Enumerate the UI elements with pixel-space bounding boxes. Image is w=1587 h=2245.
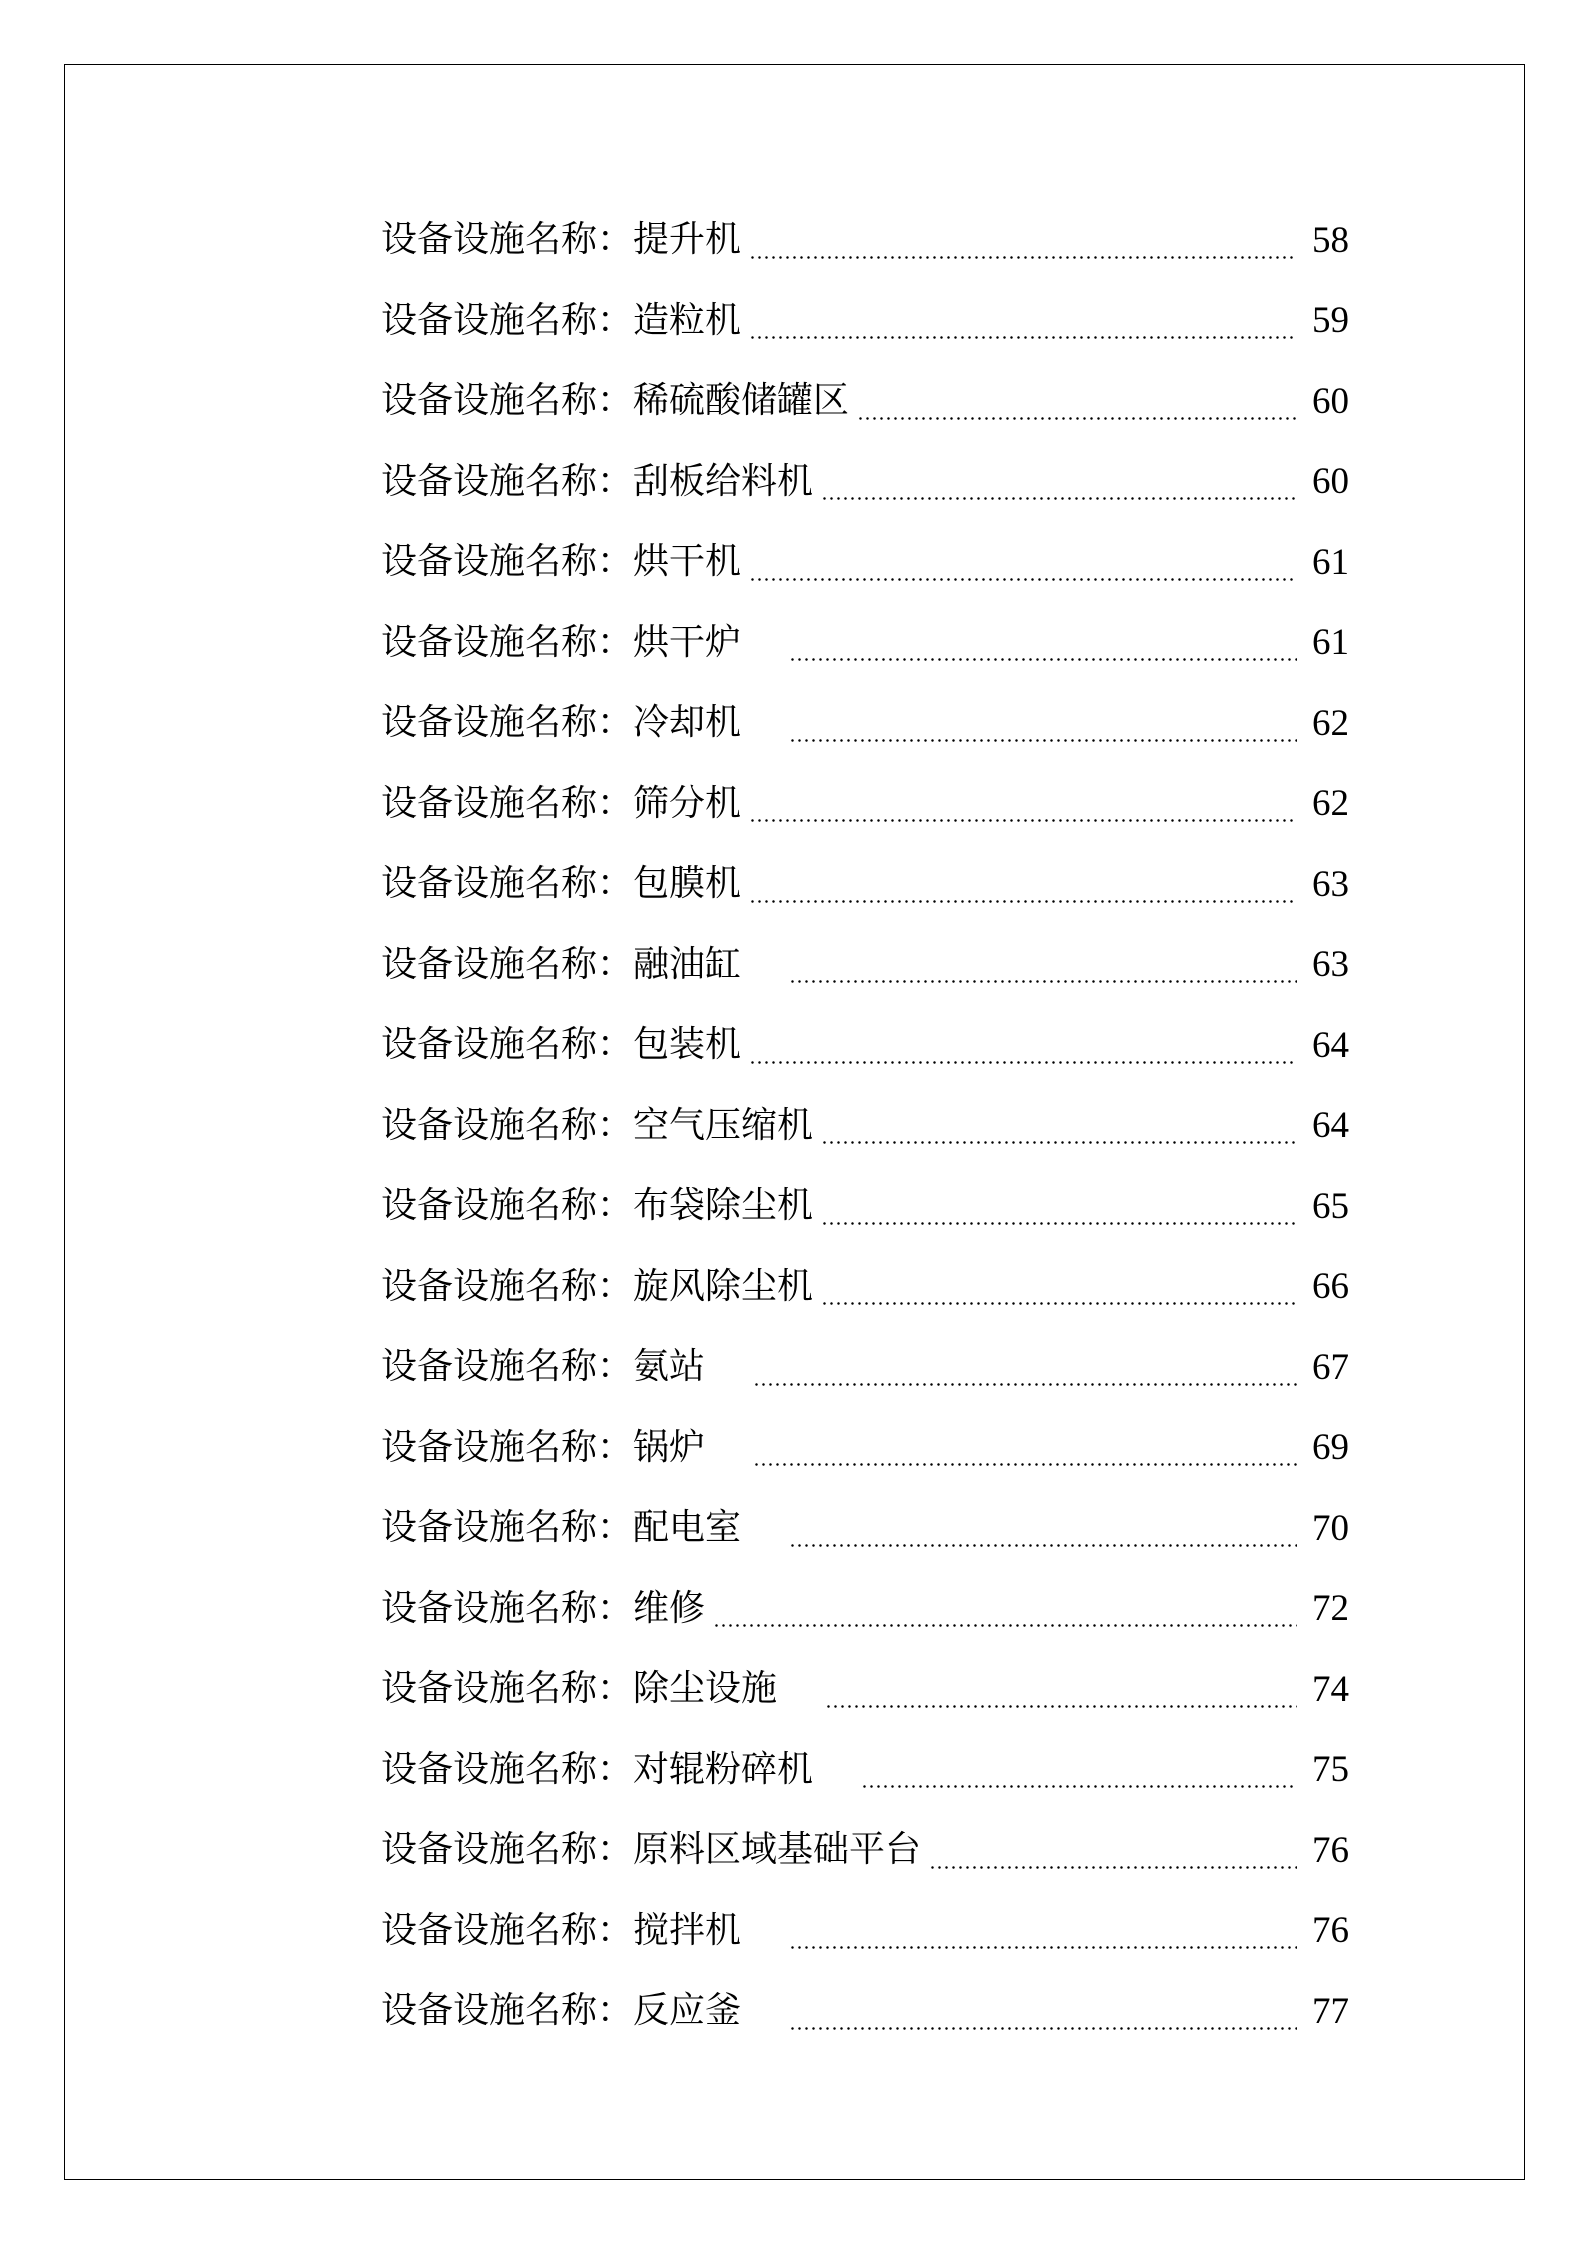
toc-entry-title: 稀硫酸储罐区 <box>633 380 850 422</box>
toc-dot-leader <box>789 980 1297 983</box>
toc-dot-leader <box>749 1061 1297 1064</box>
toc-entry-page-number: 67 <box>1312 1346 1349 1388</box>
toc-dot-leader <box>713 1624 1297 1627</box>
toc-entry-title: 包膜机 <box>633 863 742 905</box>
toc-entry-title: 刮板给料机 <box>633 460 814 502</box>
toc-entry-title: 造粒机 <box>633 299 742 341</box>
toc-entry-page-number: 70 <box>1312 1507 1349 1549</box>
toc-dot-leader <box>821 1302 1297 1305</box>
toc-entry-prefix: 设备设施名称： <box>381 621 634 663</box>
toc-dot-leader <box>821 1141 1297 1144</box>
toc-entry-page-number: 66 <box>1312 1266 1349 1308</box>
toc-dot-leader <box>789 739 1297 742</box>
toc-entry[interactable] <box>381 1327 1349 1408</box>
toc-entry[interactable] <box>381 1569 1349 1650</box>
toc-entry[interactable] <box>381 925 1349 1006</box>
toc-entry-title: 空气压缩机 <box>633 1104 814 1146</box>
toc-entry-prefix: 设备设施名称： <box>381 1346 634 1388</box>
toc-entry[interactable] <box>381 442 1349 523</box>
toc-entry[interactable] <box>381 200 1349 281</box>
toc-entry[interactable] <box>381 1488 1349 1569</box>
toc-entry-prefix: 设备设施名称： <box>381 299 634 341</box>
toc-entry[interactable] <box>381 1005 1349 1086</box>
toc-entry-page-number: 74 <box>1312 1668 1349 1710</box>
toc-entry-prefix: 设备设施名称： <box>381 1024 634 1066</box>
toc-entry-page-number: 61 <box>1312 622 1349 664</box>
toc-entry[interactable] <box>381 764 1349 845</box>
toc-entry-title: 原料区域基础平台 <box>633 1829 922 1871</box>
toc-entry-title: 布袋除尘机 <box>633 1185 814 1227</box>
toc-dot-leader <box>749 819 1297 822</box>
toc-entry-prefix: 设备设施名称： <box>381 1829 634 1871</box>
toc-entry-prefix: 设备设施名称： <box>381 943 634 985</box>
toc-entry-prefix: 设备设施名称： <box>381 1507 634 1549</box>
toc-entry-prefix: 设备设施名称： <box>381 1909 634 1951</box>
toc-entry-page-number: 61 <box>1312 541 1349 583</box>
toc-entry[interactable] <box>381 522 1349 603</box>
toc-entry-title: 除尘设施 <box>633 1668 778 1710</box>
toc-entry[interactable] <box>381 1166 1349 1247</box>
toc-entry-title: 冷却机 <box>633 702 742 744</box>
toc-entry-page-number: 63 <box>1312 863 1349 905</box>
toc-dot-leader <box>749 900 1297 903</box>
toc-dot-leader <box>749 336 1297 339</box>
toc-entry-page-number: 75 <box>1312 1749 1349 1791</box>
toc-dot-leader <box>789 1544 1297 1547</box>
toc-entry-title: 融油缸 <box>633 943 742 985</box>
toc-dot-leader <box>929 1866 1297 1869</box>
toc-entry[interactable] <box>381 844 1349 925</box>
toc-entry-prefix: 设备设施名称： <box>381 1990 634 2032</box>
toc-entry-page-number: 72 <box>1312 1588 1349 1630</box>
toc-dot-leader <box>821 1222 1297 1225</box>
toc-entry-page-number: 69 <box>1312 1427 1349 1469</box>
toc-entry-page-number: 63 <box>1312 944 1349 986</box>
toc-entry-page-number: 76 <box>1312 1910 1349 1952</box>
toc-entry[interactable] <box>381 1810 1349 1891</box>
toc-entry-title: 提升机 <box>633 219 742 261</box>
toc-entry-title: 维修 <box>633 1587 706 1629</box>
toc-entry-page-number: 59 <box>1312 300 1349 342</box>
toc-dot-leader <box>857 417 1297 420</box>
toc-entry-page-number: 77 <box>1312 1990 1349 2032</box>
toc-entry-page-number: 60 <box>1312 461 1349 503</box>
toc-entry-title: 烘干机 <box>633 541 742 583</box>
toc-entry-page-number: 64 <box>1312 1105 1349 1147</box>
toc-entry-prefix: 设备设施名称： <box>381 541 634 583</box>
toc-entry[interactable] <box>381 603 1349 684</box>
toc-dot-leader <box>749 578 1297 581</box>
toc-dot-leader <box>825 1705 1297 1708</box>
toc-dot-leader <box>861 1785 1297 1788</box>
toc-entry-title: 筛分机 <box>633 782 742 824</box>
toc-entry[interactable] <box>381 1891 1349 1972</box>
toc-entry-prefix: 设备设施名称： <box>381 782 634 824</box>
toc-entry-page-number: 62 <box>1312 783 1349 825</box>
toc-dot-leader <box>821 497 1297 500</box>
toc-dot-leader <box>789 658 1297 661</box>
toc-entry-title: 对辊粉碎机 <box>633 1748 814 1790</box>
toc-entry-prefix: 设备设施名称： <box>381 219 634 261</box>
toc-entry-page-number: 62 <box>1312 702 1349 744</box>
toc-entry-page-number: 65 <box>1312 1185 1349 1227</box>
toc-entry-prefix: 设备设施名称： <box>381 1668 634 1710</box>
toc-entry-prefix: 设备设施名称： <box>381 1185 634 1227</box>
toc-entry[interactable] <box>381 683 1349 764</box>
toc-dot-leader <box>749 256 1297 259</box>
toc-entry[interactable] <box>381 1730 1349 1811</box>
toc-entry-title: 包装机 <box>633 1024 742 1066</box>
toc-entry-title: 反应釜 <box>633 1990 742 2032</box>
toc-entry-prefix: 设备设施名称： <box>381 1748 634 1790</box>
toc-entry-prefix: 设备设施名称： <box>381 1104 634 1146</box>
toc-dot-leader <box>789 1946 1297 1949</box>
toc-entry-prefix: 设备设施名称： <box>381 702 634 744</box>
toc-entry-prefix: 设备设施名称： <box>381 460 634 502</box>
toc-entry-title: 氨站 <box>633 1346 706 1388</box>
toc-entry-prefix: 设备设施名称： <box>381 1265 634 1307</box>
toc-entry-prefix: 设备设施名称： <box>381 863 634 905</box>
toc-entry-page-number: 64 <box>1312 1024 1349 1066</box>
toc-entry-page-number: 76 <box>1312 1829 1349 1871</box>
toc-entry[interactable] <box>381 1408 1349 1489</box>
toc-entry[interactable] <box>381 361 1349 442</box>
toc-entry-title: 烘干炉 <box>633 621 742 663</box>
toc-entry-page-number: 58 <box>1312 219 1349 261</box>
toc-entry[interactable] <box>381 1247 1349 1328</box>
toc-dot-leader <box>753 1463 1297 1466</box>
toc-entry-title: 旋风除尘机 <box>633 1265 814 1307</box>
toc-entry-title: 锅炉 <box>633 1426 706 1468</box>
toc-entry-prefix: 设备设施名称： <box>381 380 634 422</box>
toc-entry[interactable] <box>381 1086 1349 1167</box>
toc-dot-leader <box>789 2027 1297 2030</box>
toc-entry[interactable] <box>381 1971 1349 2052</box>
toc-entry-page-number: 60 <box>1312 380 1349 422</box>
toc-entry-prefix: 设备设施名称： <box>381 1426 634 1468</box>
toc-dot-leader <box>753 1383 1297 1386</box>
toc-entry-prefix: 设备设施名称： <box>381 1587 634 1629</box>
table-of-contents <box>381 200 1349 2052</box>
toc-entry[interactable] <box>381 1649 1349 1730</box>
toc-entry[interactable] <box>381 281 1349 362</box>
toc-entry-title: 配电室 <box>633 1507 742 1549</box>
toc-entry-title: 搅拌机 <box>633 1909 742 1951</box>
